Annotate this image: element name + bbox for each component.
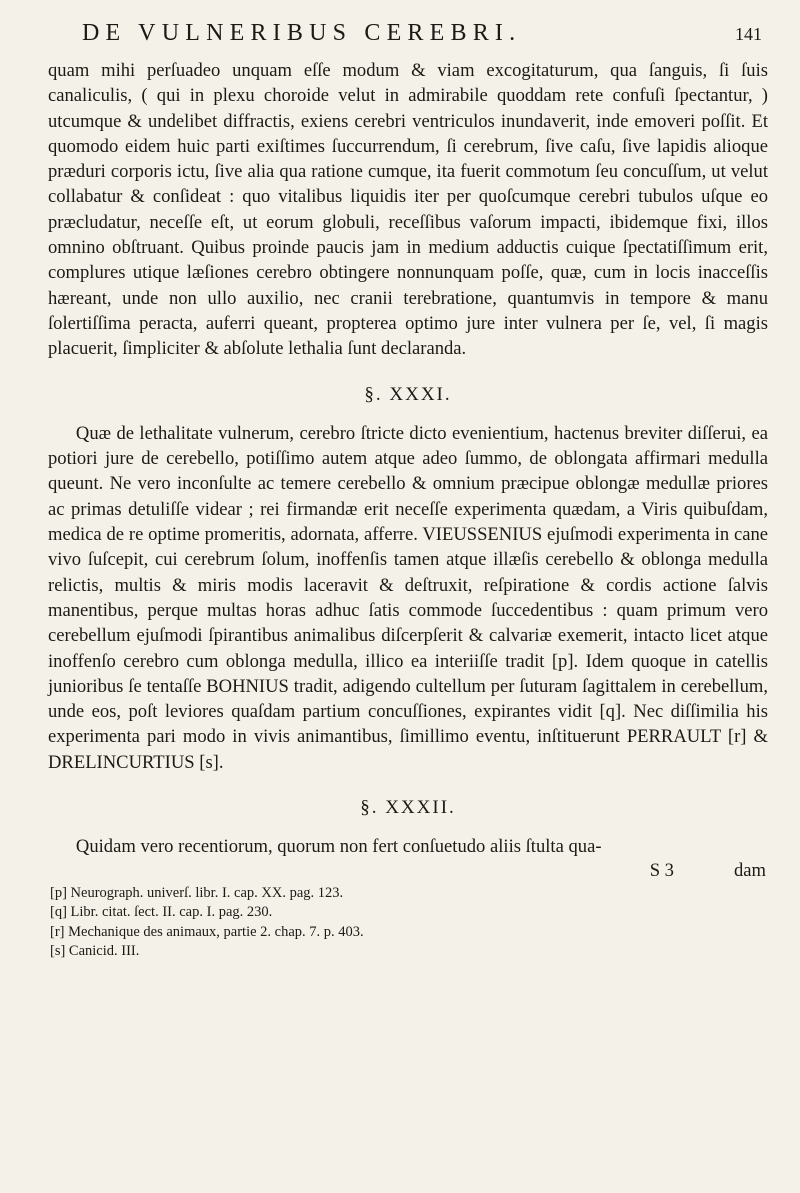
paragraph-continuation: quam mihi perſuadeo unquam eſſe modum & viam excogitaturum, qua ſanguis, ſi ſuis canaliculis, ( qui in plexu choroide velut in admirabile quoddam rete confuſi ſpectantur, ) utcumque & undelibet diffractis, exiens cerebri ventriculos inundaverit, inde emoveri poſſit. Et quomodo eidem huic parti exiſtimes ſuccurrendum, ſi cerebrum, ſive caſu, ſive lapidis alioque præduri corporis ictu, ſive alia qua ratione cumque, ita fuerit commotum ſeu concuſſum, ut velut collabatur & conſideat : quo vitalibus liquidis iter per quoſcumque cerebri tubulos uſque eo præcludatur, neceſſe eſt, ut eorum globuli, receſſibus vaſorum impacti, ibidemque fixi, illos omnino obſtruant. Quibus proinde paucis jam in medium adductis cuique ſpectatiſſimum erit, complures utique læſiones cerebro obtingere nonnunquam poſſe, quæ, cum in locis inacceſſis hæreant, unde non ullo auxilio, nec cranii terebratione, quantumvis in tempore & manu ſolertiſſima peracta, auferri queant, propterea optimo jure inter vulnera per ſe, vel, ſi magis placuerit, ſimpliciter & abſolute lethalia ſunt declaranda. xyxy=(48,60,768,360)
footnote-q: [q] Libr. citat. ſect. II. cap. I. pag. 230. xyxy=(50,904,273,921)
body-text xyxy=(48,58,768,962)
footnotes xyxy=(48,884,768,962)
footnote-r: [r] Mechanique des animaux, partie 2. chap. 7. p. 403. xyxy=(50,923,364,940)
catchword: dam xyxy=(733,859,766,881)
signature-mark: S 3 xyxy=(649,859,674,881)
running-head xyxy=(82,20,762,52)
footnote-p: [p] Neurograph. univerſ. libr. I. cap. XX. pag. 123. xyxy=(50,884,344,901)
paragraph-section-31: Quæ de lethalitate vulnerum, cerebro ſtricte dicto evenientium, hactenus breviter diſſerui, ea potiori jure de cerebello, potiſſimo autem atque adeo ſummo, de oblongata affirmari medulla queunt. Ne vero inconſulte ac temere cerebello & omnium præcipue oblongæ medullæ priores ac primas detuliſſe videar ; rei firmandæ erit neceſſe experimenta quædam, a Viris quibuſdam, medica de re optime promeritis, adornata, afferre. VIEUSSENIUS ejuſmodi experimenta in cane vivo ſuſcepit, cui cerebrum ſolum, inoffenſis tamen atque illæſis cerebello & oblonga medulla relictis, multis & miris modis laceravit & deſtruxit, reſpiratione & cordis actione ſalvis manentibus, perque multas horas adhuc ſatis commode ſuccedentibus : quam primum vero cerebellum ejuſmodi ſpirantibus animalibus diſcerpſerit & calvariæ exemerit, intacto licet atque inoffenſo cerebro cum oblonga medulla, illico ea interiiſſe tradit [p]. Idem quoque in catellis junioribus ſe tentaſſe BOHNIUS tradit, adigendo cultellum per ſuturam ſagittalem in cerebellum, unde eos, poſt leviores quaſdam partium concuſſiones, expirantes vidit [q]. Nec diſſimilia his experimenta pari modo in vivis animantibus, ſimillimo eventu, inſtituerunt PERRAULT [r] & DRELINCURTIUS [s]. xyxy=(48,422,768,773)
footnote-s: [s] Canicid. III. xyxy=(50,943,140,960)
section-heading-32: §. XXXII. xyxy=(360,797,456,819)
paragraph-section-32: Quidam vero recentiorum, quorum non fert conſuetudo aliis ſtulta qua- xyxy=(75,836,602,858)
page-number: 141 xyxy=(735,24,762,44)
catchline xyxy=(48,860,768,882)
section-heading-31: §. XXXI. xyxy=(364,383,452,405)
running-title: DE VULNERIBUS CEREBRI. xyxy=(82,20,522,46)
